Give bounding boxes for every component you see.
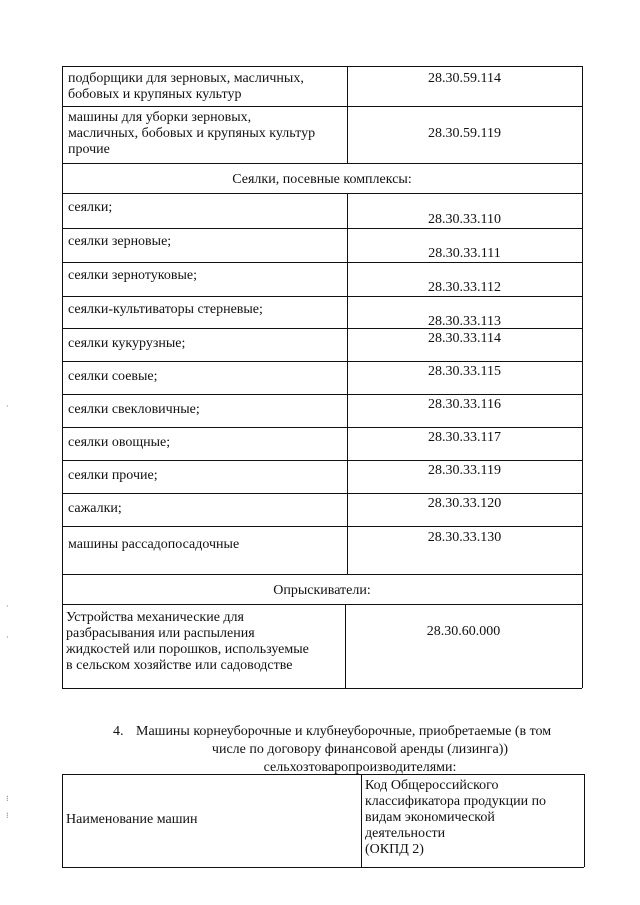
- okpd-code: 28.30.33.120: [427, 496, 502, 511]
- column-header-okpd-code: Код Общероссийского классификатора продукции по видам экономической деятельности (ОКПД 2): [365, 778, 547, 857]
- section-heading-seeders: Сеялки, посевные комплексы:: [232, 172, 412, 187]
- okpd-code: 28.30.60.000: [426, 624, 501, 639]
- section-heading-sprayers: Опрыскиватели:: [273, 583, 371, 598]
- machine-name: сеялки зерновые;: [68, 234, 172, 249]
- okpd-code: 28.30.33.116: [428, 397, 501, 412]
- okpd-code: 28.30.59.119: [428, 126, 501, 141]
- okpd-code: 28.30.33.119: [428, 463, 501, 478]
- machine-name: сеялки;: [68, 200, 113, 215]
- section-number: 4.: [113, 724, 124, 739]
- okpd-code: 28.30.33.130: [427, 530, 502, 545]
- machine-name: машины рассадопосадочные: [68, 537, 240, 552]
- column-header-machine-name: Наименование машин: [66, 812, 198, 827]
- scan-mark: ⁝: [6, 794, 9, 803]
- okpd-code: 28.30.33.113: [428, 314, 501, 329]
- okpd-code: 28.30.33.117: [428, 430, 501, 445]
- section-title-line: числе по договору финансовой аренды (лизинга)): [211, 742, 509, 757]
- machine-name: сеялки соевые;: [68, 369, 158, 384]
- okpd-code: 28.30.33.110: [428, 212, 501, 227]
- scan-mark: ·: [6, 602, 9, 611]
- okpd-code: 28.30.33.114: [428, 331, 501, 346]
- machine-name: сеялки кукурузные;: [68, 336, 186, 351]
- machine-name: сеялки зернотуковые;: [68, 268, 198, 283]
- okpd-code: 28.30.59.114: [428, 71, 501, 86]
- machine-name: сажалки;: [68, 501, 122, 516]
- machine-name: подборщики для зерновых, масличных, бобовых и крупяных культур: [68, 71, 304, 102]
- machine-name: сеялки-культиваторы стерневые;: [68, 302, 263, 317]
- okpd-code: 28.30.33.111: [428, 246, 501, 261]
- scan-mark: ·: [6, 633, 9, 642]
- scan-mark: ⁝: [6, 811, 9, 820]
- scan-mark: ·: [6, 402, 9, 411]
- section-title-line: сельхозтоваропроизводителями:: [263, 760, 457, 775]
- okpd-code: 28.30.33.115: [428, 364, 501, 379]
- machine-name: сеялки свекловичные;: [68, 402, 200, 417]
- machine-name: Устройства механические для разбрасывания или распыления жидкостей или порошков, используемые в сельском хозяйстве или садоводстве: [66, 610, 309, 673]
- machine-name: машины для уборки зерновых, масличных, бобовых и крупяных культур прочие: [68, 110, 316, 157]
- machine-name: сеялки овощные;: [68, 435, 171, 450]
- okpd-code: 28.30.33.112: [428, 280, 501, 295]
- machine-name: сеялки прочие;: [68, 468, 158, 483]
- section-title-line: Машины корнеуборочные и клубнеуборочные, приобретаемые (в том: [136, 724, 552, 739]
